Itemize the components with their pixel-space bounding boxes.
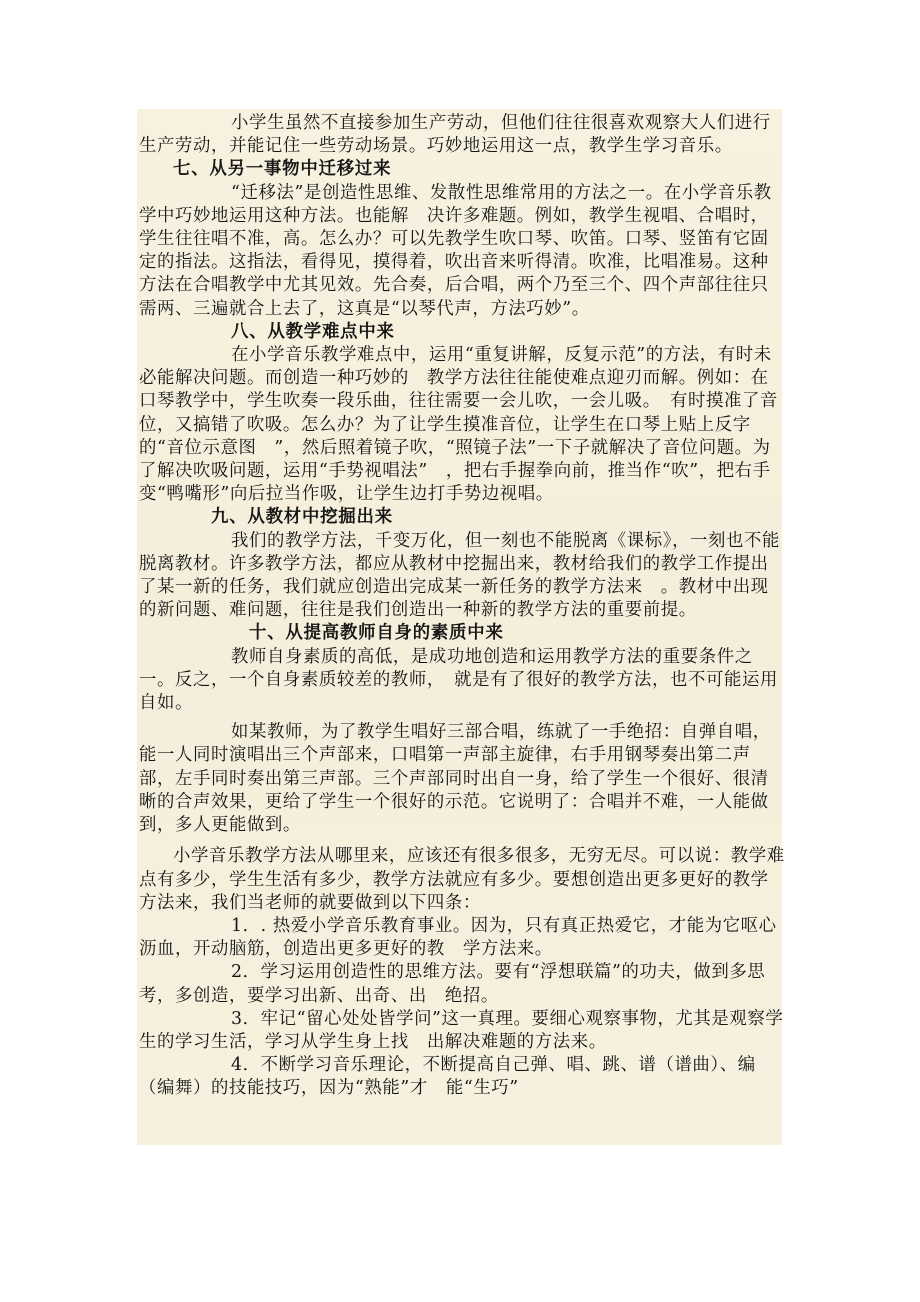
section-9-paragraph: 我们的教学方法，千变万化，但一刻也不能脱离《课标》，一刻也不能脱离教材。许多教学方法，都应从教材中挖掘出来，教材给我们的教学工作提出了某一新的任务，我们就应创造出完成某一新任务的教学方法来 。教材中出现的新问题、难问题，往往是我们创造出一种新的教学方法的重要前提。 [139,530,781,621]
list-item-1: 1．. 热爱小学音乐教育事业。因为，只有真正热爱它，才能为它呕心沥血，开动脑筋，创造出更多更好的教 学方法来。 [139,915,777,960]
list-item-4: 4．不断学习音乐理论，不断提高自己弹、唱、跳、谱（谱曲）、编（编舞）的技能技巧，因为“熟能”才 能“生巧” [139,1055,756,1099]
section-8-paragraph: 在小学音乐教学难点中，运用“重复讲解，反复示范”的方法，有时未必能解决问题。而创造一种巧妙的 教学方法往往能使难点迎刃而解。例如：在口琴教学中，学生吹奏一段乐曲，往往需要一会儿吹，一会儿吸。 有时摸准了音位，又搞错了吹吸。怎么办？为了让学生摸准音位，让学生在口琴上贴上反字的“音位示意图 ”，然后照着镜子吹，“照镜子法”一下子就解决了音位问题。为了解决吹吸问题，运用“手势视唱法” ，把右手握拳向前，推当作“吹”，把右手变“鸭嘴形”向后拉当作吸，让学生边打手势边视唱。 [139,345,778,505]
document-body [139,112,785,1101]
section-heading-8: 八、从教学难点中来 [231,321,395,342]
section-heading-9: 九、从教材中挖掘出来 [211,507,393,528]
list-item-3: 3．牢记“留心处处皆学问”这一真理。要细心观察事物，尤其是观察学生的学习生活，学习从学生身上找 出解决难题的方法来。 [139,1008,784,1052]
section-heading-7: 七、从另一事物中迁移过来 [173,159,392,180]
section-10-paragraph-b: 如某教师，为了教学生唱好三部合唱，练就了一手绝招：自弹自唱，能一人同时演唱出三个声部来，口唱第一声部主旋律，右手用钢琴奏出第二声部，左手同时奏出第三声部。三个声部同时出自一身，给了学生一个很好、很清晰的合声效果，更给了学生一个很好的示范。它说明了：合唱并不难，一人能做到，多人更能做到。 [139,722,771,836]
section-7-paragraph: “迁移法”是创造性思维、发散性思维常用的方法之一。在小学音乐教学中巧妙地运用这种方法。也能解 决许多难题。例如，教学生视唱、合唱时，学生往往唱不准，高。怎么办？可以先教学生吹口琴、吹笛。口琴、竖笛有它固定的指法。这指法，看得见，摸得着，吹出音来听得清。吹准，比唱准易。这种方法在合唱教学中尤其见效。先合奏，后合唱，两个乃至三个、四个声部往往只需两、三遍就合上去了，这真是“以琴代声，方法巧妙”。 [139,182,772,319]
summary-paragraph: 小学音乐教学方法从哪里来，应该还有很多很多，无穷无尽。可以说：教学难点有多少，学生生活有多少，教学方法就应有多少。要想创造出更多更好的教学方法来，我们当老师的就要做到以下四条： [139,846,785,913]
section-10-paragraph-a: 教师自身素质的高低，是成功地创造和运用教学方法的重要条件之一。反之，一个自身素质较差的教师， 就是有了很好的教学方法，也不可能运用自如。 [139,646,778,714]
section-heading-10: 十、从提高教师自身的素质中来 [249,623,504,644]
intro-paragraph: 小学生虽然不直接参加生产劳动，但他们往往很喜欢观察大人们进行生产劳动，并能记住一些劳动场景。巧妙地运用这一点，教学生学习音乐。 [139,113,771,157]
list-item-2: 2．学习运用创造性的思维方法。要有“浮想联篇”的功夫，做到多思考，多创造，要学习出新、出奇、出 绝招。 [139,962,766,1006]
